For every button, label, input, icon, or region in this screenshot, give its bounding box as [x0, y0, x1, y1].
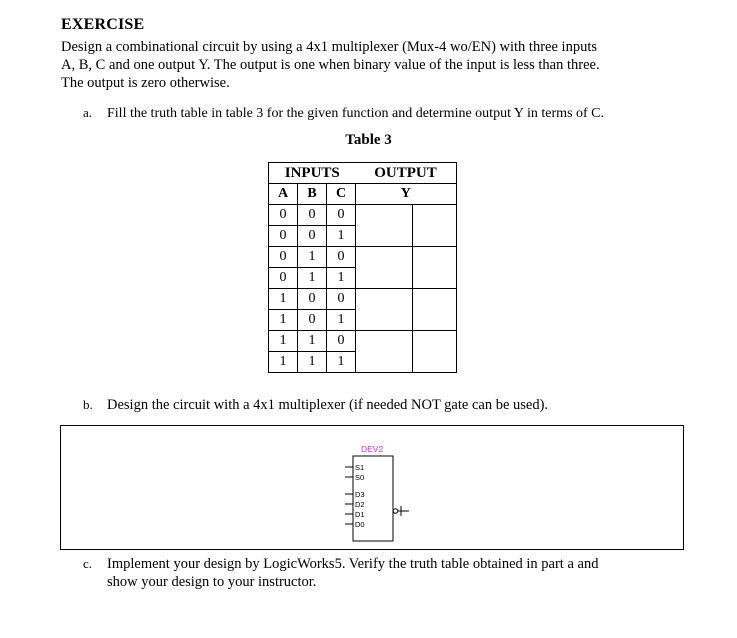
table-row [269, 205, 457, 226]
output-header: OUTPUT [356, 163, 457, 184]
table-cell-a: 0 [269, 268, 298, 289]
table-cell-b: 0 [298, 289, 327, 310]
item-b [83, 397, 548, 414]
mux-pins [345, 463, 365, 529]
mux-pin-label: D2 [355, 500, 365, 509]
table-cell-b: 1 [298, 247, 327, 268]
mux-pin-label: S0 [355, 473, 365, 482]
table-cell-c: 0 [327, 289, 356, 310]
y-spacer [356, 331, 413, 372]
table-row [269, 247, 457, 268]
table-cell-y[interactable] [356, 247, 457, 289]
item-b-text: Design the circuit with a 4x1 multiplexer (if needed NOT gate can be used). [107, 397, 549, 413]
mux-output-bubble [393, 509, 398, 514]
column-header-y: Y [356, 184, 457, 205]
item-a-letter: a. [83, 105, 93, 120]
mux-pin-label: S1 [355, 463, 365, 472]
mux-pin-label: D1 [355, 510, 365, 519]
y-spacer [356, 289, 413, 330]
table-cell-y[interactable] [356, 205, 457, 247]
table-cell-a: 1 [269, 310, 298, 331]
table-cell-b: 0 [298, 205, 327, 226]
column-header-a: A [269, 184, 298, 205]
table-column-header-row [269, 184, 457, 205]
intro-line: A, B, C and one output Y. The output is one when binary value of the input is less than three. [61, 57, 600, 73]
table-caption: Table 3 [345, 132, 392, 148]
table-cell-c: 1 [327, 226, 356, 247]
truth-table [268, 162, 457, 373]
table-cell-a: 0 [269, 205, 298, 226]
table-cell-c: 1 [327, 310, 356, 331]
table-cell-a: 1 [269, 289, 298, 310]
item-c-line2: show your design to your instructor. [107, 574, 317, 590]
table-cell-b: 1 [298, 268, 327, 289]
table-cell-a: 0 [269, 226, 298, 247]
truth-table-body [269, 205, 457, 373]
y-answer-box[interactable] [413, 331, 456, 372]
mux-name: DEV2 [361, 444, 384, 454]
mux-pin-label: D0 [355, 520, 365, 529]
table-cell-c: 1 [327, 268, 356, 289]
column-header-b: B [298, 184, 327, 205]
table-cell-y[interactable] [356, 331, 457, 373]
y-answer-box[interactable] [413, 289, 456, 330]
item-a [83, 105, 604, 122]
table-cell-a: 1 [269, 352, 298, 373]
item-c [83, 555, 598, 591]
table-row [269, 331, 457, 352]
intro-line: Design a combinational circuit by using a 4x1 multiplexer (Mux-4 wo/EN) with three inputs [61, 39, 597, 55]
table-cell-y[interactable] [356, 289, 457, 331]
table-cell-b: 0 [298, 226, 327, 247]
y-spacer [356, 247, 413, 288]
table-cell-c: 0 [327, 247, 356, 268]
inputs-header: INPUTS [269, 163, 356, 184]
item-c-line1: Implement your design by LogicWorks5. Verify the truth table obtained in part a and [107, 556, 599, 572]
y-spacer [356, 205, 413, 246]
intro-line: The output is zero otherwise. [61, 75, 230, 91]
y-answer-box[interactable] [413, 247, 456, 288]
table-cell-c: 0 [327, 205, 356, 226]
table-cell-c: 0 [327, 331, 356, 352]
mux-pin-label: D3 [355, 490, 365, 499]
intro-paragraph [61, 38, 681, 92]
table-cell-a: 1 [269, 331, 298, 352]
table-cell-b: 0 [298, 310, 327, 331]
table-cell-b: 1 [298, 352, 327, 373]
item-c-letter: c. [83, 556, 93, 571]
table-cell-a: 0 [269, 247, 298, 268]
table-group-header-row [269, 163, 457, 184]
design-area [60, 425, 684, 550]
column-header-c: C [327, 184, 356, 205]
table-row [269, 289, 457, 310]
mux-diagram [61, 426, 683, 549]
table-cell-b: 1 [298, 331, 327, 352]
item-b-letter: b. [83, 397, 93, 412]
y-answer-box[interactable] [413, 205, 456, 246]
exercise-title: EXERCISE [61, 16, 145, 33]
table-cell-c: 1 [327, 352, 356, 373]
item-a-text: Fill the truth table in table 3 for the given function and determine output Y in terms of C. [107, 106, 605, 121]
